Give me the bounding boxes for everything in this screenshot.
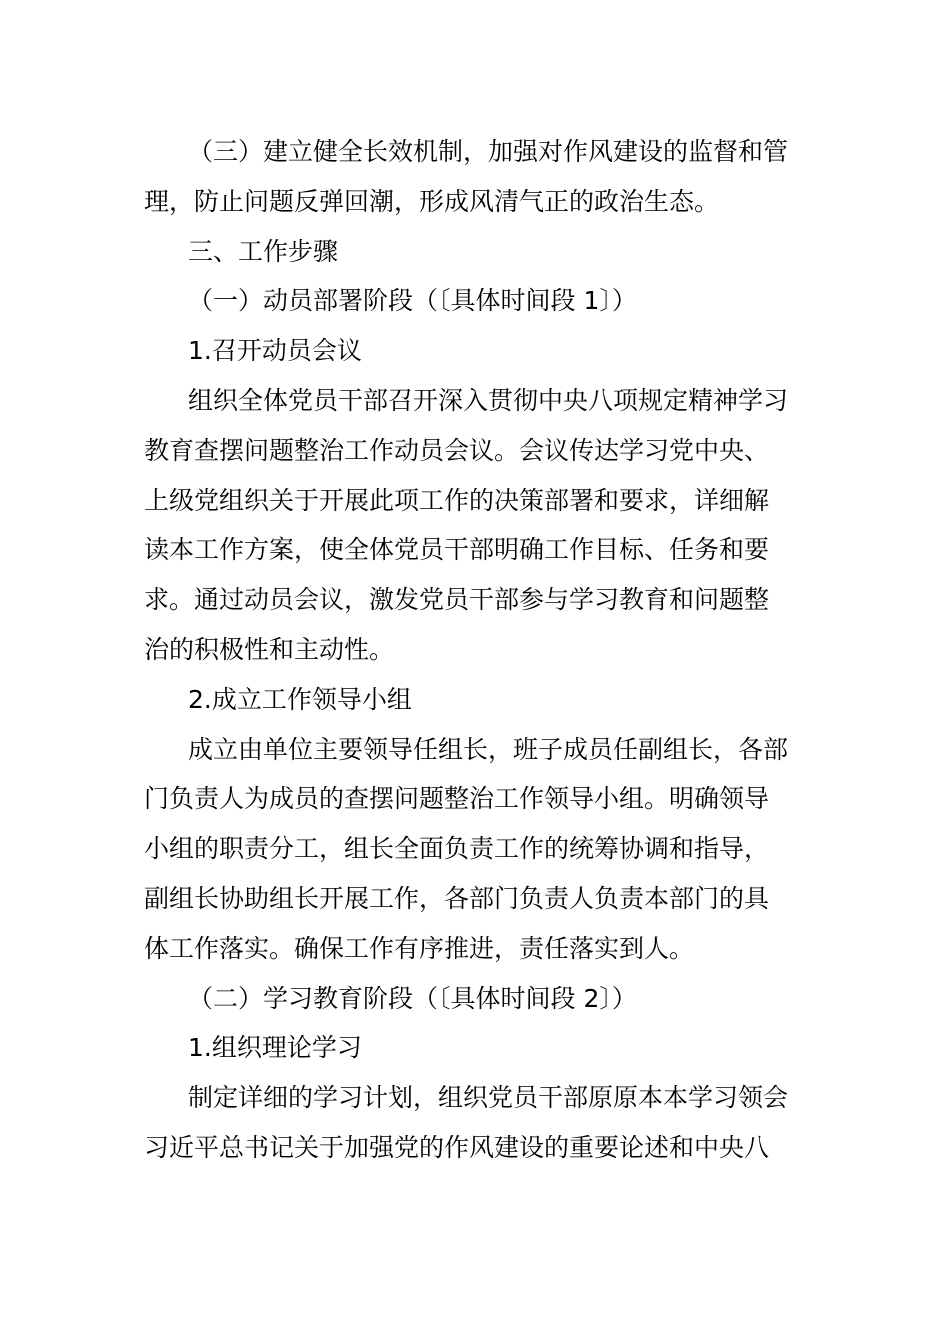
section-heading: 三、工作步骤 [188, 236, 339, 266]
item-heading: 2.成立工作领导小组 [188, 684, 412, 714]
paragraph-line: 小组的职责分工，组长全面负责工作的统筹协调和指导， [144, 834, 770, 864]
item-heading: 1.组织理论学习 [188, 1033, 362, 1063]
paragraph-line: 上级党组织关于开展此项工作的决策部署和要求，详细解 [144, 485, 770, 515]
paragraph-line: 教育查摆问题整治工作动员会议。会议传达学习党中央、 [144, 435, 770, 465]
paragraph-line: 门负责人为成员的查摆问题整治工作领导小组。明确领导 [144, 784, 770, 814]
document-body [144, 127, 804, 1173]
paragraph-line: 治的积极性和主动性。 [144, 634, 395, 664]
paragraph-line: 成立由单位主要领导任组长，班子成员任副组长，各部 [188, 734, 789, 764]
item-heading: 1.召开动员会议 [188, 336, 362, 366]
subsection-heading: （一）动员部署阶段（〔具体时间段 1〕） [188, 286, 637, 316]
paragraph-line: 理，防止问题反弹回潮，形成风清气正的政治生态。 [144, 186, 720, 216]
paragraph-line: 读本工作方案，使全体党员干部明确工作目标、任务和要 [144, 535, 770, 565]
paragraph-line: 副组长协助组长开展工作，各部门负责人负责本部门的具 [144, 883, 770, 913]
paragraph-line: 制定详细的学习计划，组织党员干部原原本本学习领会 [188, 1083, 789, 1113]
paragraph-line: 习近平总书记关于加强党的作风建设的重要论述和中央八 [144, 1132, 770, 1162]
paragraph-line: 求。通过动员会议，激发党员干部参与学习教育和问题整 [144, 585, 770, 615]
paragraph-line: （三）建立健全长效机制，加强对作风建设的监督和管 [188, 137, 789, 166]
subsection-heading: （二）学习教育阶段（〔具体时间段 2〕） [188, 983, 637, 1013]
paragraph-line: 体工作落实。确保工作有序推进，责任落实到人。 [144, 933, 695, 963]
paragraph-line: 组织全体党员干部召开深入贯彻中央八项规定精神学习 [188, 385, 789, 415]
